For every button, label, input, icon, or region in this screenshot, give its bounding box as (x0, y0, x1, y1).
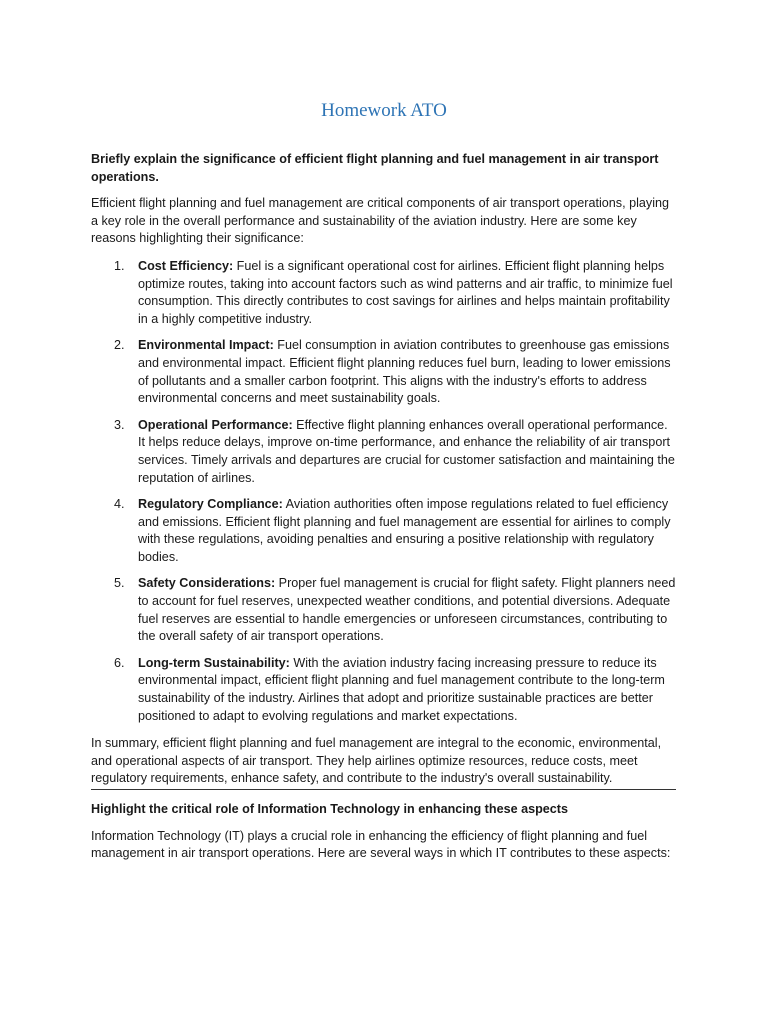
question-heading-1: Briefly explain the significance of efficient flight planning and fuel management in air transport operations. (91, 152, 659, 184)
list-text: Proper fuel management is crucial for flight safety. Flight planners need to account for fuel reserves, unexpected weather conditions, and potential diversions. Adequate fuel reserves are essential to handle emergencies or unforeseen circumstances, contributing to the overall safety of air transport operations. (138, 576, 676, 644)
list-term: Cost Efficiency: (138, 258, 234, 273)
list-item (114, 258, 676, 328)
list-item (114, 655, 676, 725)
list-item (114, 417, 676, 487)
summary-paragraph: In summary, efficient flight planning and fuel management are integral to the economic, environmental, and operational aspects of air transport. They help airlines optimize resources, reduce costs, meet regulatory requirements, enhance safety, and contribute to the industry's overall sustainability. (91, 736, 662, 786)
list-text: Fuel consumption in aviation contributes to greenhouse gas emissions and environmental impact. Efficient flight planning reduces fuel burn, leading to lower emissions of pollutants and a smaller carbon footprint. This aligns with the industry's efforts to address environmental concerns and meet sustainability goals. (138, 338, 671, 406)
list-text: Effective flight planning enhances overall operational performance. It helps reduce delays, improve on-time performance, and enhance the reliability of air transport services. Timely arrivals and departures are crucial for customer satisfaction and maintaining the reputation of airlines. (138, 417, 675, 485)
section-divider (91, 789, 676, 790)
list-number: 5. (114, 576, 125, 591)
list-term: Operational Performance: (138, 417, 293, 432)
list-term: Environmental Impact: (138, 338, 274, 353)
list-item (114, 496, 676, 566)
list-number: 6. (114, 655, 125, 670)
list-item (114, 575, 676, 645)
list-number: 2. (114, 338, 125, 353)
list-text: Aviation authorities often impose regulations related to fuel efficiency and emissions. Efficient flight planning and fuel management are essential for airlines to comply with these regulations, avoiding penalties and ensuring a positive relationship with regulatory bodies. (138, 497, 671, 564)
list-term: Regulatory Compliance: (138, 497, 283, 512)
list-item (114, 337, 676, 407)
reasons-list (91, 258, 676, 725)
list-number: 4. (114, 497, 125, 512)
list-term: Long-term Sustainability: (138, 655, 290, 670)
question-heading-2: Highlight the critical role of Information Technology in enhancing these aspects (91, 802, 568, 816)
document-title: Homework ATO (321, 100, 447, 121)
list-number: 3. (114, 417, 125, 432)
document-body (91, 151, 676, 873)
intro-paragraph: Efficient flight planning and fuel management are critical components of air transport operations, playing a key role in the overall performance and sustainability of the aviation industry. Here are some key reasons highlighting their significance: (91, 196, 670, 246)
list-number: 1. (114, 258, 125, 273)
it-intro-paragraph: Information Technology (IT) plays a crucial role in enhancing the efficiency of flight planning and fuel management in air transport operations. Here are several ways in which IT contributes to these aspects: (91, 828, 671, 861)
list-term: Safety Considerations: (138, 576, 276, 591)
list-text: With the aviation industry facing increasing pressure to reduce its environmental impact, efficient flight planning and fuel management contribute to the long-term sustainability of the industry. Airlines that adopt and prioritize sustainable practices are better positioned to adapt to evolving regulations and market expectations. (138, 655, 665, 723)
list-text: Fuel is a significant operational cost for airlines. Efficient flight planning helps optimize routes, taking into account factors such as wind patterns and air traffic, to minimize fuel consumption. This directly contributes to cost savings for airlines and helps maintain profitability in a highly competitive industry. (138, 258, 673, 326)
